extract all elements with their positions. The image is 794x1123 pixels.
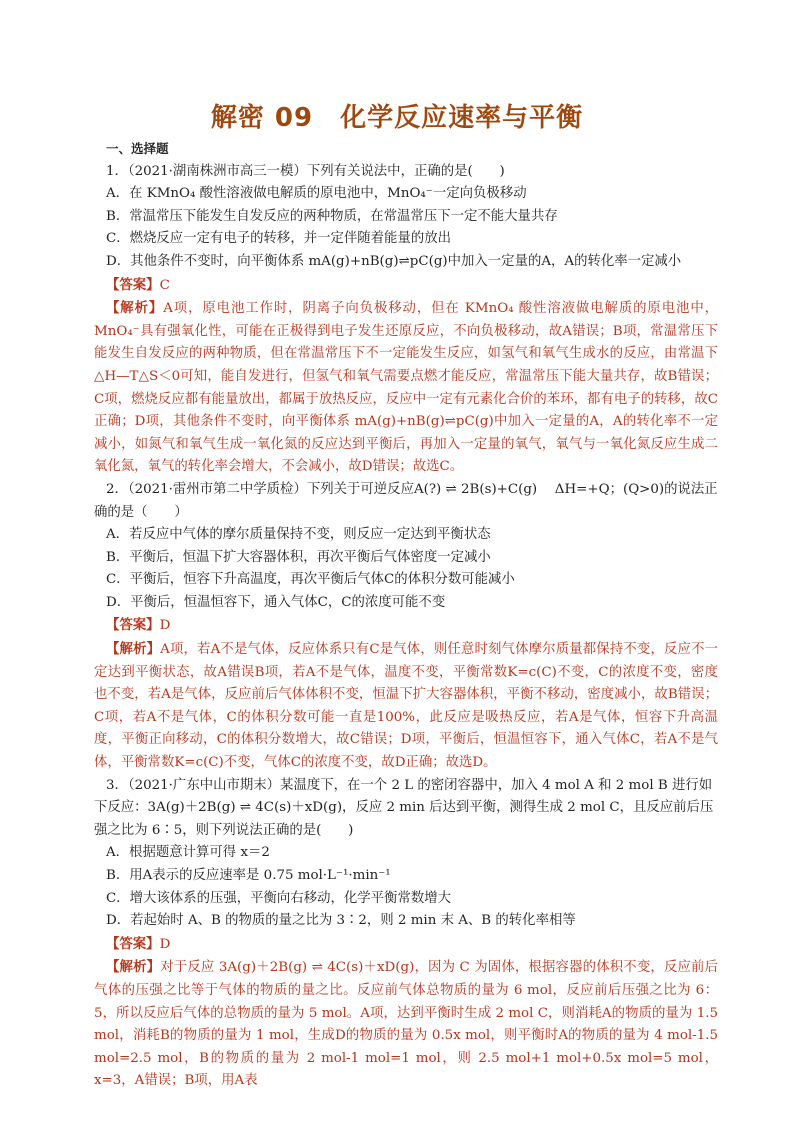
- option-d: D．平衡后，恒温恒容下，通入气体C，C的浓度可能不变: [106, 594, 446, 610]
- analysis-tag: 【解析】: [106, 959, 161, 976]
- analysis: [94, 297, 718, 479]
- answer-tag: 【答案】: [106, 276, 160, 293]
- answer-value: D: [159, 618, 171, 634]
- option-b: B．平衡后，恒温下扩大容器体积，再次平衡后气体密度一定减小: [106, 549, 491, 565]
- analysis-tag: 【解析】: [106, 641, 161, 658]
- option-c: C．平衡后，恒容下升高温度，再次平衡后气体C的体积分数可能减小: [106, 572, 515, 588]
- analysis-text: A项，原电池工作时，阴离子向负极移动，但在 KMnO₄ 酸性溶液做电解质的原电池中，MnO₄⁻具有强氧化性，可能在正极得到电子发生还原反应，不向负极移动，故A错误；B项，常温常压下能发生自发反应的两种物质，但在常温常压下不一定能发生反应，如氢气和氧气生成水的反应，由常温下△H—T△S＜0可知，能自发进行，但氢气和氧气需要点燃才能反应，常温常压下能大量共存，故B错误；C项，燃烧反应都有能量放出，都属于放热反应，反应中一定有元素化合价的苯环，都有电子的转移，故C正确；D项，其他条件不变时，向平衡体系 mA(g)+nB(g)⇌pC(g)中加入一定量的A，A的转化率不一定减小，如氮气和氧气生成一氧化氮的反应达到平衡后，再加入一定量的氧气，氧气与一氧化氮反应生成二氧化氮，氧气的转化率会增大，不会减小，故D错误；故选C。: [94, 301, 719, 475]
- analysis: [94, 638, 718, 775]
- option-b: B．用A表示的反应速率是 0.75 mol·L⁻¹·min⁻¹: [106, 868, 391, 883]
- option-d: D．其他条件不变时，向平衡体系 mA(g)+nB(g)⇌pC(g)中加入一定量的A，A的转化率一定减小: [106, 253, 682, 269]
- document-body: [94, 138, 718, 1093]
- answer: [94, 274, 718, 298]
- question-stem: 2．（2021·雷州市第二中学质检）下列关于可逆反应A(?) ⇌ 2B(s)+C(g) ΔH=+Q；(Q>0)的说法正确的是（ ）: [94, 481, 718, 520]
- question-stem: 1．（2021·湖南株洲市高三一模）下列有关说法中，正确的是( ): [106, 163, 505, 179]
- page-title: 解密 09 化学反应速率与平衡: [210, 103, 584, 133]
- option-c: C．燃烧反应一定有电子的转移，并一定伴随着能量的放出: [106, 231, 452, 247]
- analysis-tag: 【解析】: [106, 300, 164, 317]
- question-3: [94, 775, 718, 1093]
- answer-tag: 【答案】: [106, 935, 160, 952]
- option-a: A．根据题意计算可得 x＝2: [106, 845, 270, 861]
- answer-value: C: [159, 277, 170, 293]
- answer: [94, 614, 718, 638]
- option-d: D．若起始时 A、B 的物质的量之比为 3∶2，则 2 min 末 A、B 的转化率相等: [106, 913, 576, 929]
- option-a: A．若反应中气体的摩尔质量保持不变，则反应一定达到平衡状态: [106, 527, 491, 543]
- question-stem: 3．（2021·广东中山市期末）某温度下，在一个 2 L 的密闭容器中，加入 4 mol A 和 2 mol B 进行如下反应：3A(g)＋2B(g) ⇌ 4C(s)＋xD(g)，反应 2 min 后达到平衡，测得生成 2 mol C，且反应前后压强之比为 6∶5，则下列说法正确的是( ): [94, 777, 714, 838]
- analysis-text: 对于反应 3A(g)＋2B(g) ⇌ 4C(s)＋xD(g)，因为 C 为固体，根据容器的体积不变，反应前后气体的压强之比等于气体的物质的量之比。反应前气体总物质的量为 6 mol，反应前后压强之比为 6：5，所以反应后气体的总物质的量为 5 mol。A项，达到平衡时生成 2 mol C，则消耗A的物质的量为 1.5 mol，消耗B的物质的量为 1 mol，生成D的物质的量为 0.5x mol，则平衡时A的物质的量为 4 mol-1.5 mol=2.5 mol，B的物质的量为 2 mol-1 mol=1 mol，则 2.5 mol+1 mol+0.5x mol=5 mol，x=3，A错误；B项，用A表: [94, 960, 719, 1089]
- analysis: [94, 956, 718, 1093]
- answer-tag: 【答案】: [106, 617, 160, 634]
- question-2: [94, 479, 718, 775]
- section-heading: 一、选择题: [106, 141, 169, 156]
- analysis-text: A项，若A不是气体，反应体系只有C是气体，则任意时刻气体摩尔质量都保持不变，反应不一定达到平衡状态，故A错误B项，若A不是气体，温度不变，平衡常数K=c(C)不变，C的浓度不变，密度也不变，若A是气体，反应前后气体体积不变，恒温下扩大容器体积，平衡不移动，密度减小，故B错误；C项，若A不是气体，C的体积分数可能一直是100%，此反应是吸热反应，若A是气体，恒容下升高温度，平衡正向移动，C的体积分数增大，故C错误；D项，平衡后，恒温恒容下，通入气体C，若A不是气体，平衡常数K=c(C)不变，气体C的浓度不变，故D正确；故选D。: [94, 642, 718, 771]
- question-1: [94, 161, 718, 479]
- option-b: B．常温常压下能发生自发反应的两种物质，在常温常压下一定不能大量共存: [106, 208, 558, 224]
- answer: [94, 933, 718, 957]
- answer-value: D: [159, 936, 171, 952]
- option-a: A．在 KMnO₄ 酸性溶液做电解质的原电池中，MnO₄⁻一定向负极移动: [106, 186, 527, 202]
- option-c: C．增大该体系的压强，平衡向右移动，化学平衡常数增大: [106, 890, 452, 906]
